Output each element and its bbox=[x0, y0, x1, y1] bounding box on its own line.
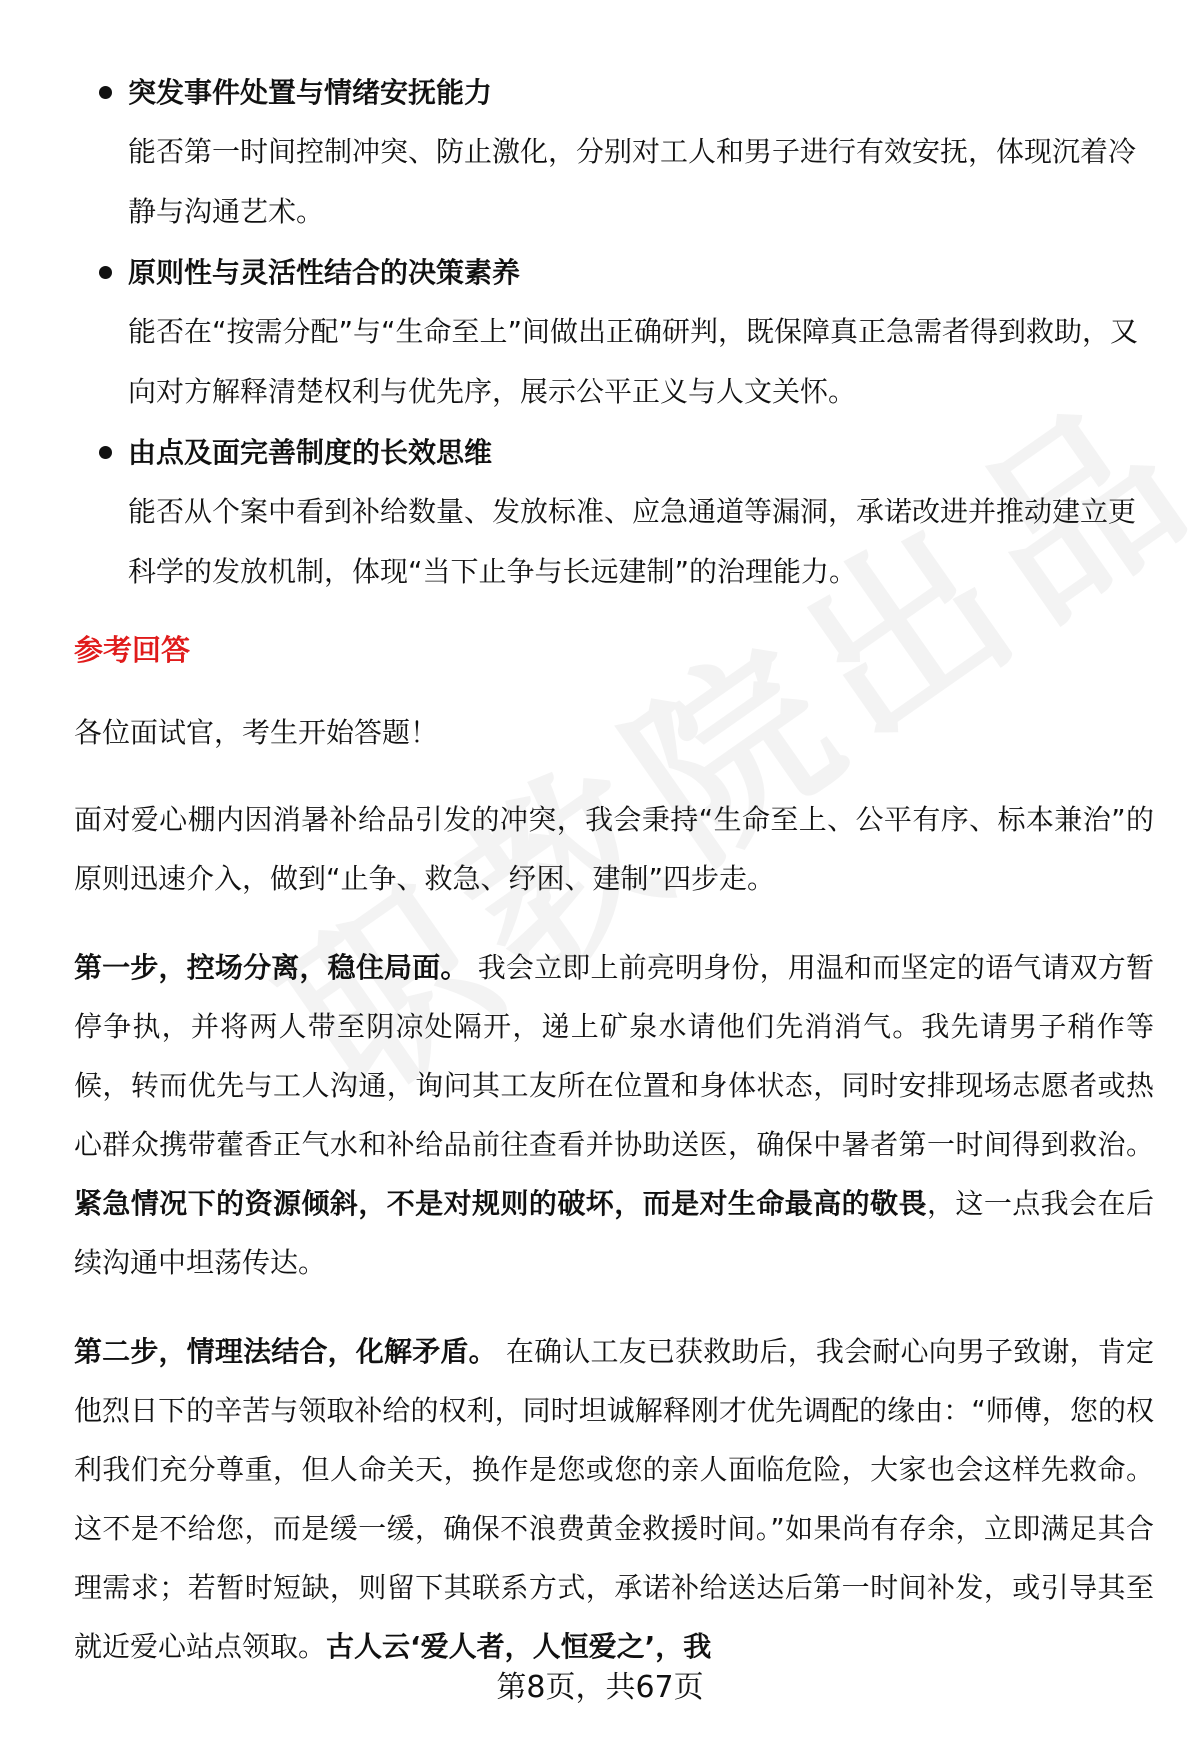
greeting-paragraph: 各位面试官，考生开始答题！ bbox=[74, 716, 439, 749]
step1-heading: 第一步，控场分离，稳住局面。 bbox=[74, 951, 469, 984]
list-item bbox=[0, 64, 1200, 242]
bullet-title: 由点及面完善制度的长效思维 bbox=[128, 436, 493, 469]
step1-text: 我会立即上前亮明身份，用温和而坚定的语气请双方暂停争执，并将两人带至阴凉处隔开，递上矿泉水请他们先消消气。我先请男子稍作等候，转而优先与工人沟通，询问其工友所在位置和身体状态，同时安排现场志愿者或热心群众携带藿香正气水和补给品前往查看并协助送医，确保中暑者第一时间得到救治。 bbox=[74, 951, 1154, 1161]
step1-emphasis: 紧急情况下的资源倾斜，不是对规则的破坏，而是对生命最高的敬畏 bbox=[74, 1187, 927, 1220]
bullet-description: 能否在“按需分配”与“生命至上”间做出正确研判，既保障真正急需者得到救助，又向对方解释清楚权利与优先序，展示公平正义与人文关怀。 bbox=[128, 315, 1139, 408]
list-item bbox=[0, 244, 1200, 422]
bullet-dot-icon bbox=[99, 86, 112, 99]
bullet-title: 突发事件处置与情绪安抚能力 bbox=[128, 76, 493, 109]
intro-paragraph: 面对爱心棚内因消暑补给品引发的冲突，我会秉持“生命至上、公平有序、标本兼治”的原则迅速介入，做到“止争、救急、纾困、建制”四步走。 bbox=[74, 803, 1154, 895]
bullet-dot-icon bbox=[99, 446, 112, 459]
step2-paragraph bbox=[74, 1322, 1154, 1676]
step2-emphasis: 古人云‘爱人者，人恒爱之’，我 bbox=[326, 1630, 712, 1663]
bullet-description: 能否第一时间控制冲突、防止激化，分别对工人和男子进行有效安抚，体现沉着冷静与沟通艺术。 bbox=[128, 135, 1137, 228]
bullet-title: 原则性与灵活性结合的决策素养 bbox=[128, 256, 521, 289]
bullet-description: 能否从个案中看到补给数量、发放标准、应急通道等漏洞，承诺改进并推动建立更科学的发放机制，体现“当下止争与长远建制”的治理能力。 bbox=[128, 495, 1137, 588]
evaluation-points-list bbox=[0, 64, 1200, 604]
page-number-footer: 第8页，共67页 bbox=[496, 1670, 704, 1705]
step1-paragraph bbox=[74, 938, 1154, 1292]
step1-tail: ，这一点我会在后续沟通中坦荡传达。 bbox=[74, 1187, 1154, 1279]
list-item bbox=[0, 424, 1200, 602]
step2-text: 在确认工友已获救助后，我会耐心向男子致谢，肯定他烈日下的辛苦与领取补给的权利，同时坦诚解释刚才优先调配的缘由：“师傅，您的权利我们充分尊重，但人命关天，换作是您或您的亲人面临危险，大家也会这样先救命。这不是不给您，而是缓一缓，确保不浪费黄金救援时间。”如果尚有存余，立即满足其合理需求；若暂时短缺，则留下其联系方式，承诺补给送达后第一时间补发，或引导其至就近爱心站点领取。 bbox=[74, 1335, 1154, 1663]
step2-heading: 第二步，情理法结合，化解矛盾。 bbox=[74, 1335, 497, 1368]
bullet-dot-icon bbox=[99, 266, 112, 279]
section-title: 参考回答 bbox=[74, 633, 191, 667]
